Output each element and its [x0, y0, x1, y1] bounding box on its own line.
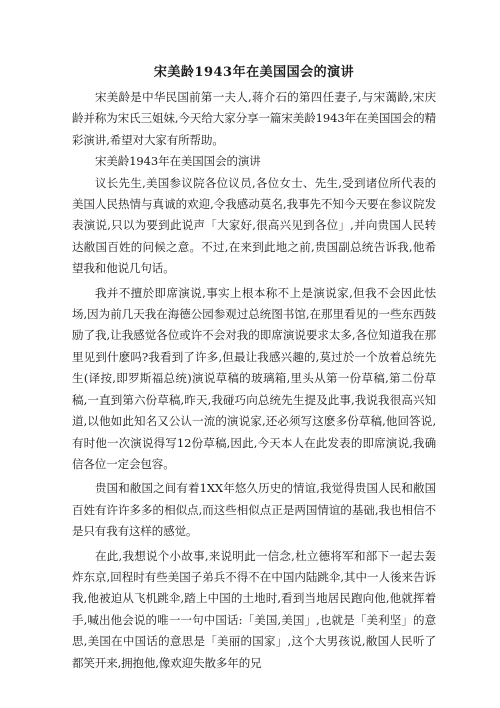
speech-paragraph-3: 贵国和敝国之间有着1XX年悠久历史的情谊,我觉得贵国人民和敝国百姓有许许多多的相似点,而这些相似点正是两国情谊的基础,我也相信不是只有我有这样的感觉。: [72, 481, 436, 539]
document-title: 宋美龄1943年在美国国会的演讲: [153, 65, 355, 80]
speech-paragraph-2: 我并不擅於即席演说,事实上根本称不上是演说家,但我不会因此怯场,因为前几天我在海德公园参观过总统图书馆,在那里看见的一些东西鼓励了我,让我感觉各位或许不会对我的即席演说要求太多,各位知道我在那里见到什麽吗?我看到了许多,但最让我感兴趣的,莫过於一个放着总统先生(译按,即罗斯福总统)演说草稿的玻璃箱,里头从第一份草稿,第二份草稿,一直到第六份草稿,昨天,我碰巧向总统先生提及此事,我说我很高兴知道,以他如此知名又公认一流的演说家,还必须写这麽多份草稿,他回答说,有时他一次演说得写12份草稿,因此,今天本人在此发表的即席演说,我确信各位一定会包容。: [72, 285, 436, 471]
speech-paragraph-1: 议长先生,美国参议院各位议员,各位女士、先生,受到诸位所代表的美国人民热情与真诚的欢迎,令我感动莫名,我事先不知今天要在参议院发表演说,只以为要到此说声「大家好,很高兴见到各位」,并向贵国人民转达敝国百姓的问候之意。不过,在来到此地之前,贵国副总统告诉我,他希望我和他说几句话。: [72, 175, 436, 276]
speech-paragraph-4: 在此,我想说个小故事,来说明此一信念,杜立德将军和部下一起去轰炸东京,回程时有些美国子弟兵不得不在中国内陆跳伞,其中一人後来告诉我,他被迫从飞机跳伞,踏上中国的土地时,看到当地居民跑向他,他就挥着手,喊出他会说的唯一一句中国话:「美国,美国」,也就是「美利坚」的意思,美国在中国话的意思是「美丽的国家」,这个大男孩说,敝国人民听了都笑开来,拥抱他,像欢迎失散多年的兄: [72, 548, 436, 670]
intro-paragraph: 宋美龄是中华民国前第一夫人,蒋介石的第四任妻子,与宋蔼龄,宋庆龄并称为宋氏三姐妹,今天给大家分享一篇宋美龄1943年在美国国会的精彩演讲,希望对大家有所帮助。: [72, 90, 436, 147]
speech-heading: 宋美龄1943年在美国国会的演讲: [95, 154, 261, 169]
